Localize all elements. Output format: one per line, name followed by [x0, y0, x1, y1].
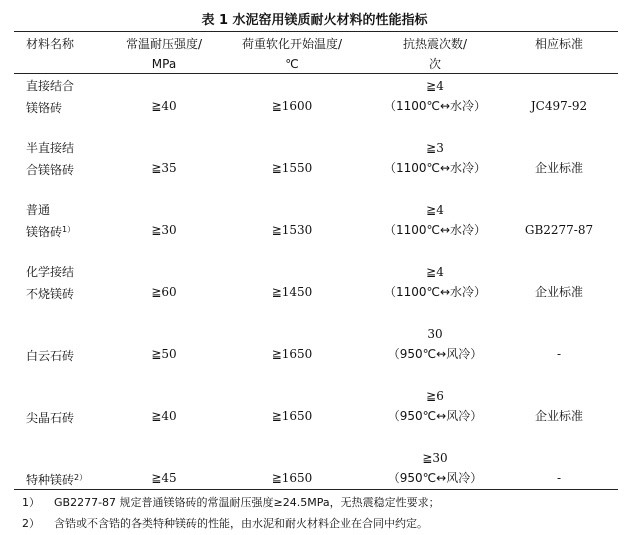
footnote-1	[22, 494, 440, 510]
row-6-shock-count: ≧6	[426, 389, 444, 403]
row-2-standard: 企业标准	[534, 161, 583, 175]
row-4-name-line1: 化学接结	[26, 265, 75, 279]
row-4-shock-count: ≧4	[426, 265, 444, 279]
row-7-standard: -	[556, 471, 562, 485]
row-4-shock-condition: （1100℃↔水冷）	[383, 285, 487, 299]
row-3-strength: ≧30	[151, 223, 177, 237]
row-1-strength: ≧40	[151, 99, 177, 113]
header-softening: 荷重软化开始温度/	[241, 37, 343, 51]
row-2-name-line2: 合镁铬砖	[26, 163, 75, 177]
row-5-name: 白云石砖	[26, 349, 75, 363]
row-7-shock-condition: （950℃↔风冷）	[387, 471, 483, 485]
row-6-strength: ≧40	[151, 409, 177, 423]
row-3-shock-count: ≧4	[426, 203, 444, 217]
row-5-shock-count: 30	[427, 327, 443, 341]
row-3-shock-condition: （1100℃↔水冷）	[383, 223, 487, 237]
row-1-shock-count: ≧4	[426, 79, 444, 93]
row-2-shock-count: ≧3	[426, 141, 444, 155]
row-6-name: 尖晶石砖	[26, 411, 75, 425]
header-material-name: 材料名称	[26, 37, 75, 51]
row-2-name-line1: 半直接结	[26, 141, 75, 155]
footnote-2	[22, 515, 428, 531]
row-7-softening: ≧1650	[271, 471, 313, 485]
header-rule	[14, 73, 618, 74]
row-7-strength: ≧45	[151, 471, 177, 485]
row-4-name-line2: 不烧镁砖	[26, 287, 75, 301]
row-7-name: 特种镁砖$^{2)}$	[26, 473, 88, 487]
row-4-strength: ≧60	[151, 285, 177, 299]
row-5-softening: ≧1650	[271, 347, 313, 361]
row-4-softening: ≧1450	[271, 285, 313, 299]
row-3-softening: ≧1530	[271, 223, 313, 237]
row-6-softening: ≧1650	[271, 409, 313, 423]
table-bottom-rule	[14, 489, 618, 490]
row-6-standard: 企业标准	[534, 409, 583, 423]
row-7-shock-count: ≧30	[422, 451, 448, 465]
header-thermal-shock-unit: 次	[428, 57, 441, 71]
row-1-softening: ≧1600	[271, 99, 313, 113]
row-5-shock-condition: （950℃↔风冷）	[387, 347, 483, 361]
row-4-standard: 企业标准	[534, 285, 583, 299]
row-2-shock-condition: （1100℃↔水冷）	[383, 161, 487, 175]
table-top-rule	[14, 31, 618, 32]
row-1-name-line2: 镁铬砖	[26, 101, 63, 115]
header-softening-unit: ℃	[285, 57, 299, 71]
footnote-2-text: 含锆或不含锆的各类特种镁砖的性能，由水泥和耐火材料企业在合同中约定。	[54, 517, 428, 530]
row-5-strength: ≧50	[151, 347, 177, 361]
table-title: 表 1 水泥窑用镁质耐火材料的性能指标	[201, 13, 428, 28]
footnote-2-marker: 2）	[22, 517, 40, 530]
header-strength-unit: MPa	[151, 57, 177, 71]
row-1-standard: JC497-92	[530, 99, 588, 113]
row-6-shock-condition: （950℃↔风冷）	[387, 409, 483, 423]
header-standard: 相应标准	[534, 37, 583, 51]
row-1-shock-condition: （1100℃↔水冷）	[383, 99, 487, 113]
row-2-softening: ≧1550	[271, 161, 313, 175]
row-3-name-line2: 镁铬砖$^{1)}$	[26, 225, 76, 239]
header-thermal-shock: 抗热震次数/	[402, 37, 468, 51]
header-strength: 常温耐压强度/	[125, 37, 203, 51]
footnote-1-marker: 1）	[22, 496, 40, 509]
row-1-name-line1: 直接结合	[26, 79, 75, 93]
row-5-standard: -	[556, 347, 562, 361]
row-3-standard: GB2277-87	[524, 223, 594, 237]
row-3-name-line1: 普通	[26, 203, 51, 217]
footnote-1-text: GB2277-87 规定普通镁铬砖的常温耐压强度≥24.5MPa，无热震稳定性要求；	[54, 496, 440, 509]
row-2-strength: ≧35	[151, 161, 177, 175]
